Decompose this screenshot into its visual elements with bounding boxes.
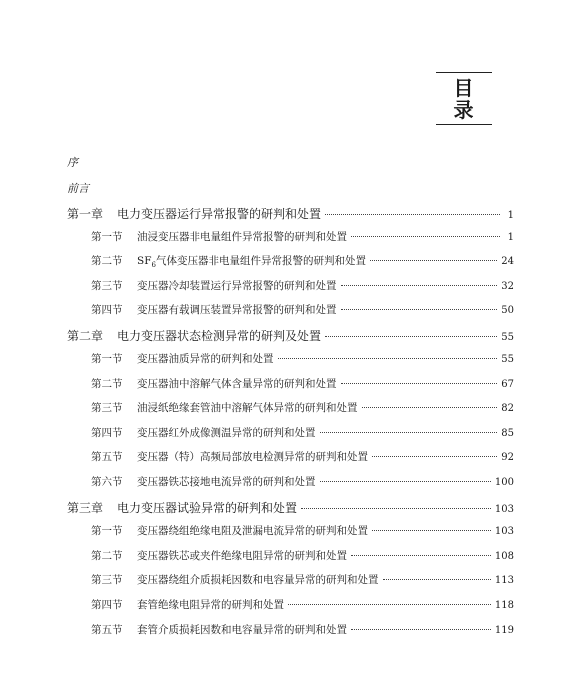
toc-section-entry[interactable] [91, 572, 514, 587]
toc-entry-title: 变压器绕组绝缘电阻及泄漏电流异常的研判和处置 [137, 525, 368, 537]
toc-section-entry[interactable] [91, 449, 514, 464]
toc-page-number: 119 [494, 625, 514, 636]
toc-entry-number: 第四节 [91, 599, 123, 611]
toc-entry-number: 第三节 [91, 402, 123, 414]
toc-page-number: 1 [507, 210, 514, 221]
toc-entry-number: 第三章 [67, 501, 104, 515]
toc-entry-title: 变压器油质异常的研判和处置 [137, 353, 274, 365]
toc-entry-title: 变压器绕组介质损耗因数和电容量异常的研判和处置 [137, 574, 379, 586]
toc-page-number: 103 [494, 526, 514, 537]
toc-entry-number: 第四节 [91, 304, 123, 316]
toc-page-number: 85 [501, 428, 514, 439]
toc-entry-title-prefix: SF [137, 255, 152, 267]
toc-entry-title: 变压器红外成像测温异常的研判和处置 [137, 427, 316, 439]
toc-dot-leader [383, 579, 491, 580]
toc-title-block [436, 72, 492, 125]
toc-dot-leader [320, 481, 491, 482]
toc-page-number: 113 [494, 575, 514, 586]
toc-entry-number: 第三节 [91, 280, 123, 292]
toc-section-entry[interactable] [91, 229, 514, 244]
toc-section-entry[interactable] [91, 351, 514, 366]
toc-dot-leader [278, 358, 498, 359]
toc-entry-title: 变压器（特）高频局部放电检测异常的研判和处置 [137, 451, 368, 463]
toc-entry-title: 套管介质损耗因数和电容量异常的研判和处置 [137, 624, 347, 636]
toc-page-number: 103 [494, 504, 514, 515]
toc-chapter-entry[interactable] [67, 499, 514, 516]
toc-page-number: 67 [501, 379, 514, 390]
toc-entry-number: 第一节 [91, 231, 123, 243]
toc-dot-leader [320, 432, 498, 433]
toc-dot-leader [351, 555, 491, 556]
toc-page-number: 92 [501, 452, 514, 463]
toc-entry-number: 第一章 [67, 207, 104, 221]
toc-page-number: 24 [501, 256, 514, 267]
toc-entry-title: 变压器有载调压装置异常报警的研判和处置 [137, 304, 337, 316]
toc-section-entry[interactable] [91, 253, 514, 269]
toc-entry-number: 第三节 [91, 574, 123, 586]
toc-entry-number: 第五节 [91, 624, 123, 636]
toc-chapter-entry[interactable] [67, 205, 514, 222]
toc-section-entry[interactable] [91, 425, 514, 440]
toc-page-number: 50 [501, 305, 514, 316]
toc-dot-leader [351, 236, 500, 237]
toc-chapter-entry[interactable] [67, 327, 514, 344]
toc-entry-title-subscript: 6 [151, 261, 156, 270]
toc-dot-leader [370, 260, 497, 261]
toc-page-number: 1 [507, 232, 514, 243]
toc-dot-leader [288, 604, 491, 605]
toc-dot-leader [362, 407, 498, 408]
toc-section-entry[interactable] [91, 302, 514, 317]
toc-entry-title: 变压器铁芯接地电流异常的研判和处置 [137, 476, 316, 488]
title-rule-bottom [436, 124, 492, 125]
toc-entry-title: 变压器铁芯或夹件绝缘电阻异常的研判和处置 [137, 550, 347, 562]
toc-entry-number: 第二节 [91, 255, 123, 267]
toc-dot-leader [325, 214, 500, 215]
page-title: 目 录 [453, 76, 479, 122]
toc-entry-number: 第二节 [91, 378, 123, 390]
toc-section-entry[interactable] [91, 622, 514, 637]
toc-entry-title: 油浸纸绝缘套管油中溶解气体异常的研判和处置 [137, 402, 358, 414]
toc-section-entry[interactable] [91, 597, 514, 612]
toc-entry-title [137, 253, 366, 269]
toc-entry-number: 第一节 [91, 353, 123, 365]
toc-dot-leader [372, 530, 491, 531]
toc-entry-title: 套管绝缘电阻异常的研判和处置 [137, 599, 284, 611]
toc-entry-number: 第五节 [91, 451, 123, 463]
toc-dot-leader [351, 629, 491, 630]
title-rule-top [436, 72, 492, 73]
toc-entry-title: 电力变压器运行异常报警的研判和处置 [117, 207, 322, 221]
toc-page-number: 82 [501, 403, 514, 414]
front-matter-foreword[interactable]: 前言 [67, 182, 89, 195]
toc-dot-leader [341, 383, 498, 384]
toc-section-entry[interactable] [91, 278, 514, 293]
toc-dot-leader [341, 285, 498, 286]
toc-page-number: 55 [501, 354, 514, 365]
toc-entry-number: 第六节 [91, 476, 123, 488]
toc-entry-number: 第二节 [91, 550, 123, 562]
toc-page-number: 100 [494, 477, 514, 488]
toc-section-entry[interactable] [91, 523, 514, 538]
toc-page-number: 118 [494, 600, 514, 611]
toc-page-number: 108 [494, 551, 514, 562]
toc-page-number: 32 [501, 281, 514, 292]
toc-dot-leader [372, 456, 497, 457]
toc-entry-title-rest: 气体变压器非电量组件异常报警的研判和处置 [155, 255, 366, 267]
toc-entry-number: 第二章 [67, 329, 104, 343]
toc-dot-leader [301, 508, 491, 509]
toc-dot-leader [341, 309, 498, 310]
toc-entry-title: 油浸变压器非电量组件异常报警的研判和处置 [137, 231, 347, 243]
toc-entry-number: 第一节 [91, 525, 123, 537]
toc-entry-title: 电力变压器试验异常的研判和处置 [117, 501, 298, 515]
toc-dot-leader [325, 336, 497, 337]
front-matter-preface[interactable]: 序 [67, 156, 78, 169]
toc-entry-title: 电力变压器状态检测异常的研判及处置 [117, 329, 322, 343]
toc-section-entry[interactable] [91, 474, 514, 489]
toc-entry-title: 变压器油中溶解气体含量异常的研判和处置 [137, 378, 337, 390]
toc-page-number: 55 [501, 332, 514, 343]
toc-entry-title: 变压器冷却装置运行异常报警的研判和处置 [137, 280, 337, 292]
toc-section-entry[interactable] [91, 400, 514, 415]
toc-entry-number: 第四节 [91, 427, 123, 439]
toc-section-entry[interactable] [91, 376, 514, 391]
toc-section-entry[interactable] [91, 548, 514, 563]
